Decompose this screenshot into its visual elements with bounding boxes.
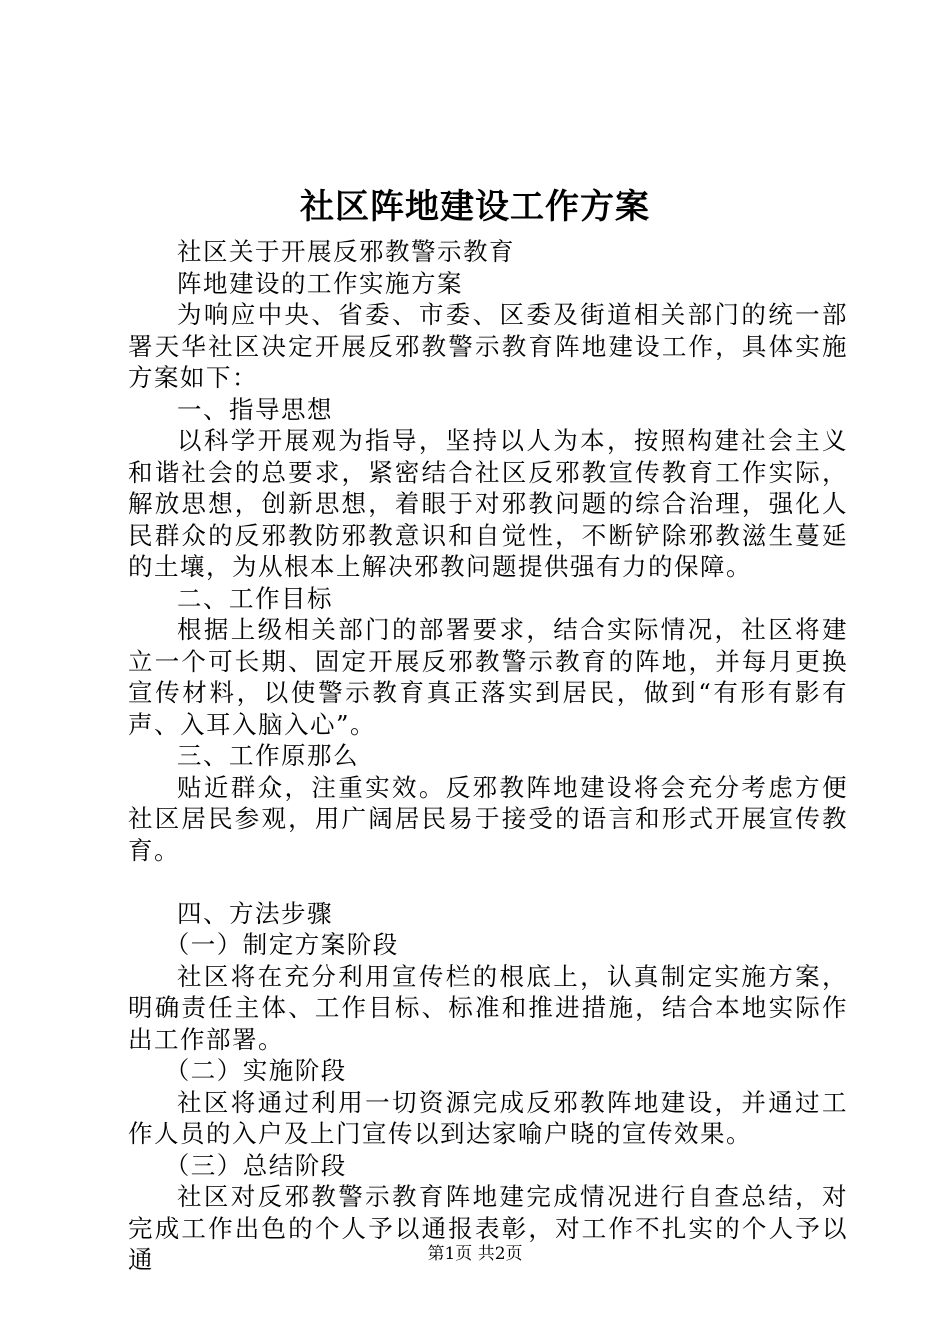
section-heading-1: 一、指导思想 bbox=[177, 394, 333, 424]
work-goal-paragraph: 根据上级相关部门的部署要求，结合实际情况，社区将建立一个可长期、固定开展反邪教警示教育的阵地，并每月更换宣传材料，以使警示教育真正落实到居民，做到“有形有影有声、入耳入脑入心”。 bbox=[128, 615, 848, 739]
subsection-heading-3: （三）总结阶段 bbox=[164, 1150, 347, 1180]
blank-line bbox=[128, 866, 848, 898]
subsection-heading-2: （二）实施阶段 bbox=[164, 1056, 347, 1085]
guiding-thought-paragraph: 以科学开展观为指导，坚持以人为本，按照构建社会主义和谐社会的总要求，紧密结合社区反邪教宣传教育工作实际，解放思想，创新思想，着眼于对邪教问题的综合治理，强化人民群众的反邪教防邪教意识和自觉性，不断铲除邪教滋生蔓延的土壤，为从根本上解决邪教问题提供强有力的保障。 bbox=[128, 426, 848, 581]
subtitle-line-2: 阵地建设的工作实施方案 bbox=[177, 268, 463, 298]
document-body bbox=[128, 236, 848, 1276]
intro-paragraph: 为响应中央、省委、市委、区委及街道相关部门的统一部署天华社区决定开展反邪教警示教育阵地建设工作，具体实施方案如下： bbox=[128, 300, 848, 392]
subsection-heading-1: （一）制定方案阶段 bbox=[164, 930, 399, 959]
subtitle-line-1: 社区关于开展反邪教警示教育 bbox=[177, 237, 515, 266]
section-heading-4: 四、方法步骤 bbox=[177, 898, 333, 928]
implementation-stage-paragraph: 社区将通过利用一切资源完成反邪教阵地建设，并通过工作人员的入户及上门宣传以到达家喻户晓的宣传效果。 bbox=[128, 1087, 848, 1148]
section-heading-2: 二、工作目标 bbox=[177, 583, 333, 613]
summary-stage-paragraph: 社区对反邪教警示教育阵地建完成情况进行自查总结，对完成工作出色的个人予以通报表彰，对工作不扎实的个人予以通 bbox=[128, 1182, 848, 1274]
plan-stage-paragraph: 社区将在充分利用宣传栏的根底上，认真制定实施方案，明确责任主体、工作目标、标准和推进措施，结合本地实际作出工作部署。 bbox=[128, 961, 848, 1054]
work-principle-paragraph: 贴近群众，注重实效。反邪教阵地建设将会充分考虑方便社区居民参观，用广阔居民易于接受的语言和形式开展宣传教育。 bbox=[128, 772, 848, 865]
section-heading-3: 三、工作原那么 bbox=[177, 741, 359, 770]
page-number-footer: 第1页 共2页 bbox=[427, 1244, 523, 1264]
document-title: 社区阵地建设工作方案 bbox=[300, 187, 650, 227]
